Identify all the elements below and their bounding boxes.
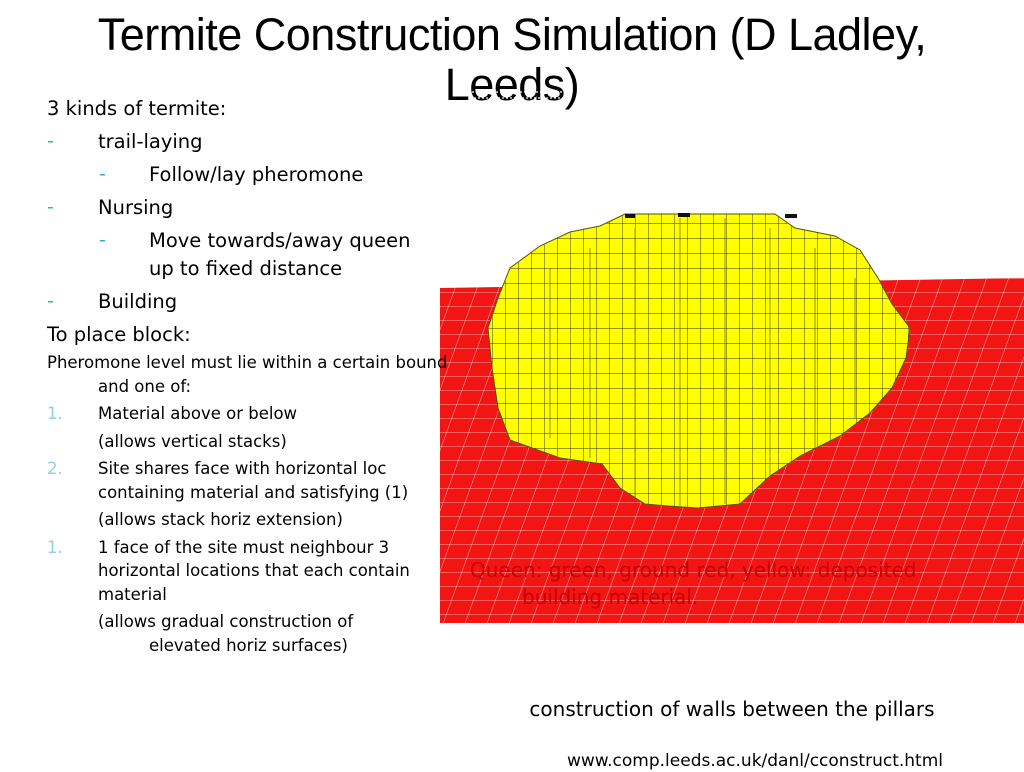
condition-number: 2. [47,459,63,478]
dash-bullet: - [99,229,106,251]
place-block-heading: To place block: [47,323,191,346]
picture-caption [470,557,1010,611]
slide-body [47,92,448,657]
termite-kind-label: Building [98,290,178,313]
termite-kind-subitem [47,224,432,285]
condition-note: (allows vertical stacks) [98,431,287,451]
condition-text: 1 face of the site must neighbour 3 horizontal locations that each contain material [98,537,410,604]
termite-kind-sub-label: Follow/lay pheromone [149,163,364,186]
termite-kind-label: trail-laying [98,130,203,153]
slide-title-line-2: Leeds) [444,59,580,110]
condition-item [47,536,428,607]
picture-caption-line-1: Queen: green, ground red, yellow: deposited [470,558,917,582]
dash-bullet: - [99,163,106,185]
walls-caption: construction of walls between the pillars [529,697,935,721]
termite-kinds-heading: 3 kinds of termite: [47,97,227,120]
condition-note: (allows stack horiz extension) [98,510,343,529]
pheromone-rule: Pheromone level must lie within a certain bound and one of: [47,353,448,396]
termite-kind-item [47,125,432,158]
termite-kind-sub-label: Move towards/away queen up to fixed distance [149,229,411,280]
condition-item [47,457,418,504]
source-url[interactable]: www.comp.leeds.ac.uk/danl/cconstruct.html [567,751,943,771]
dash-bullet: - [47,290,54,312]
condition-number: 1. [47,537,63,557]
condition-item [47,402,432,426]
slide-title-line-1: Termite Construction Simulation (D Ladley, [97,9,927,60]
termite-kind-item [47,285,432,318]
condition-note: (allows gradual construction of elevated horiz surfaces) [98,612,354,655]
termite-kind-label: Nursing [98,196,174,219]
picture-caption-line-2: building material. [522,585,699,609]
condition-text: Site shares face with horizontal loc containing material and satisfying (1) [98,459,409,502]
condition-number: 1. [47,404,63,423]
dash-bullet: - [47,130,54,152]
dash-bullet: - [47,196,54,218]
garbled-overlay-text [466,82,566,108]
termite-kind-subitem [47,158,432,191]
condition-text: Material above or below [98,404,298,423]
termite-kind-item [47,191,432,224]
